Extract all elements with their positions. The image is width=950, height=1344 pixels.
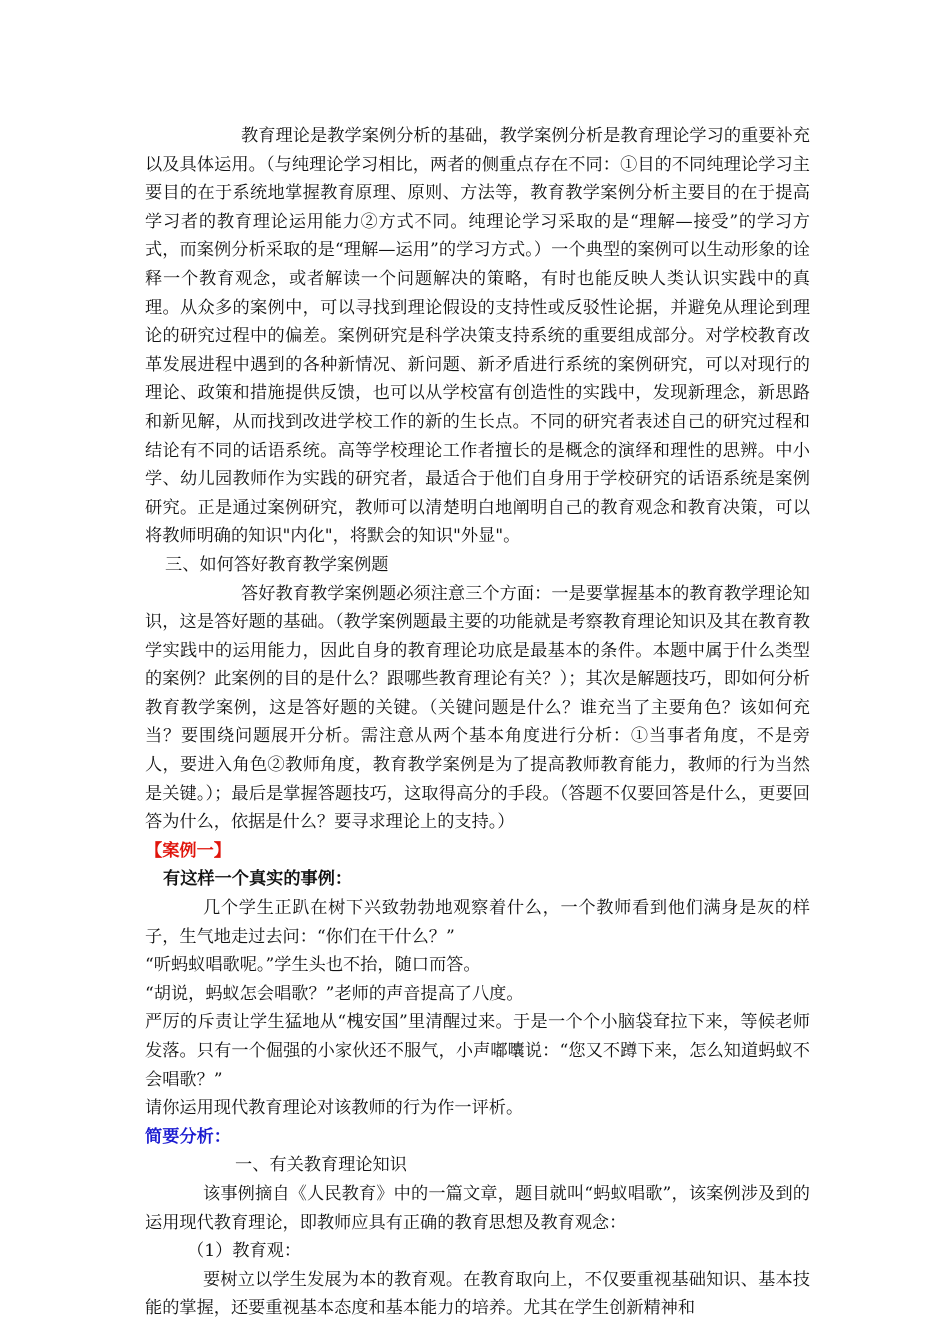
document-page [145,122,810,1323]
edu-view-label: （1）教育观： [187,1241,302,1262]
section3-heading: 三、如何答好教育教学案例题 [165,554,389,575]
case1-line4: 严厉的斥责让学生猛地从“槐安国”里清醒过来。于是一个个小脑袋耷拉下来，等候老师发落。只有一个倔强的小家伙还不服气，小声嘟囔说：“您又不蹲下来，怎么知道蚂蚁不会唱歌？” [145,1012,810,1090]
case1-line2: “听蚂蚁唱歌呢。”学生头也不抬，随口而答。 [145,955,481,976]
case1-heading: 【案例一】 [145,840,231,861]
case1-line3: “胡说，蚂蚁怎会唱歌？”老师的声音提高了八度。 [145,983,524,1004]
analysis-heading: 简要分析： [145,1126,231,1147]
case1-intro: 有这样一个真实的事例： [163,869,353,890]
analysis-subheading: 一、有关教育理论知识 [235,1155,407,1176]
analysis-paragraph: 该事例摘自《人民教育》中的一篇文章，题目就叫“蚂蚁唱歌”，该案例涉及到的运用现代教育理论，即教师应具有正确的教育思想及教育观念： [145,1183,810,1233]
edu-view-text: 要树立以学生发展为本的教育观。在教育取向上，不仅要重视基础知识、基本技能的掌握，还要重视基本态度和基本能力的培养。尤其在学生创新精神和 [145,1269,810,1319]
case1-question: 请你运用现代教育理论对该教师的行为作一评析。 [145,1098,524,1119]
case1-story: 几个学生正趴在树下兴致勃勃地观察着什么，一个教师看到他们满身是灰的样子，生气地走过去问：“你们在干什么？” [145,898,810,947]
section3-paragraph: 答好教育教学案例题必须注意三个方面：一是要掌握基本的教育教学理论知识，这是答好题的基础。（教学案例题最主要的功能就是考察教育理论知识及其在教育教学实践中的运用能力，因此自身的教育理论功底是最基本的条件。本题中属于什么类型的案例？此案例的目的是什么？跟哪些教育理论有关？）；其次是解题技巧，即如何分析教育教学案例，这是答好题的关键。（关键问题是什么？谁充当了主要角色？该如何充当？要围绕问题展开分析。需注意从两个基本角度进行分析：①当事者角度，不是旁人，要进入角色②教师角度，教育教学案例是为了提高教师教育能力，教师的行为当然是关键。）；最后是掌握答题技巧，这取得高分的手段。（答题不仅要回答是什么，更要回答为什么，依据是什么？要寻求理论上的支持。） [145,583,810,833]
intro-paragraph: 教育理论是教学案例分析的基础，教学案例分析是教育理论学习的重要补充以及具体运用。（与纯理论学习相比，两者的侧重点存在不同：①目的不同纯理论学习主要目的在于系统地掌握教育原理、原则、方法等，教育教学案例分析主要目的在于提高学习者的教育理论运用能力②方式不同。纯理论学习采取的是“理解—接受”的学习方式，而案例分析采取的是“理解—运用”的学习方式。）一个典型的案例可以生动形象的诠释一个教育观念，或者解读一个问题解决的策略，有时也能反映人类认识实践中的真理。从众多的案例中，可以寻找到理论假设的支持性或反驳性论据，并避免从理论到理论的研究过程中的偏差。案例研究是科学决策支持系统的重要组成部分。对学校教育改革发展进程中遇到的各种新情况、新问题、新矛盾进行系统的案例研究，可以对现行的理论、政策和措施提供反馈，也可以从学校富有创造性的实践中，发现新理念，新思路和新见解，从而找到改进学校工作的新的生长点。不同的研究者表述自己的研究过程和结论有不同的话语系统。高等学校理论工作者擅长的是概念的演绎和理性的思辨。中小学、幼儿园教师作为实践的研究者，最适合于他们自身用于学校研究的话语系统是案例研究。正是通过案例研究，教师可以清楚明白地阐明自己的教育观念和教育决策，可以将教师明确的知识"内化"，将默会的知识"外显"。 [145,126,810,547]
